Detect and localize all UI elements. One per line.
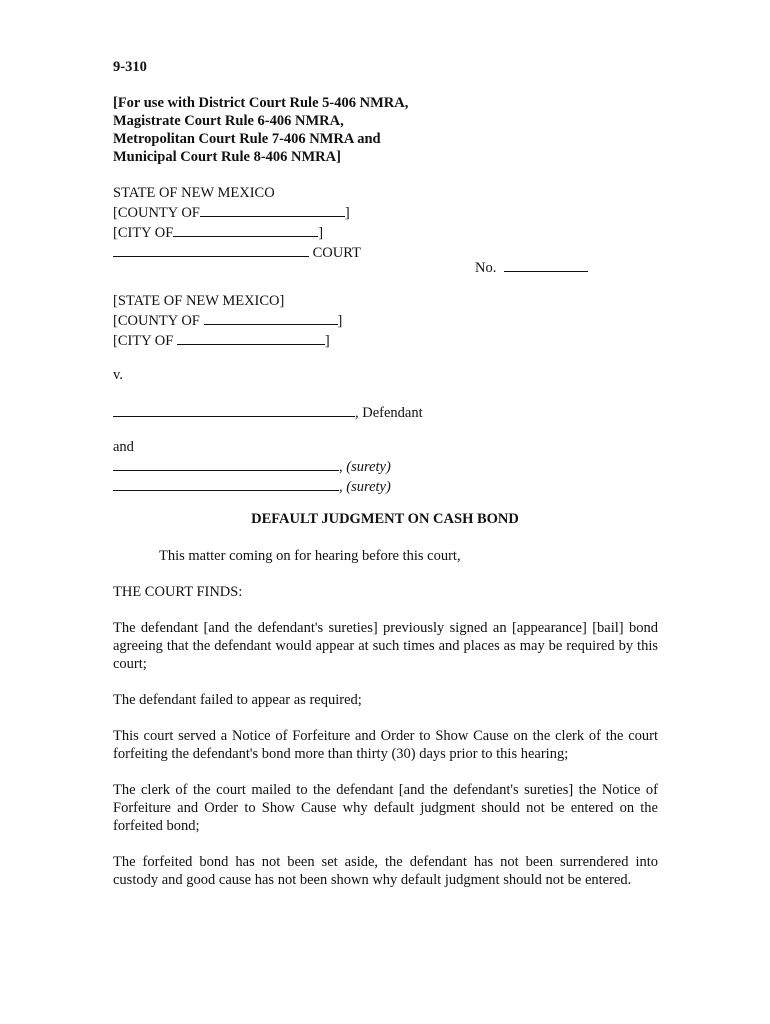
case-number-blank[interactable] xyxy=(504,257,588,272)
court-county-blank[interactable] xyxy=(200,202,345,217)
plaintiff-city-prefix: [CITY OF xyxy=(113,333,174,349)
rule-header-line: [For use with District Court Rule 5-406 NMRA, xyxy=(113,95,409,111)
finding-paragraph: This court served a Notice of Forfeiture and Order to Show Cause on the clerk of the court forfeiting the defendant's bond more than thirty (30) days prior to this hearing; xyxy=(113,728,658,762)
court-city-blank[interactable] xyxy=(173,222,318,237)
intro-text: This matter coming on for hearing before this court, xyxy=(159,548,461,564)
plaintiff-county-suffix: ] xyxy=(337,313,343,329)
plaintiff-state: [STATE OF NEW MEXICO] xyxy=(113,293,285,309)
and-label: and xyxy=(113,439,134,455)
rule-header xyxy=(113,94,408,166)
finding-paragraph: The forfeited bond has not been set aside, the defendant has not been surrendered into custody and good cause has not been shown why default judgment should not be entered. xyxy=(113,854,658,888)
finding-paragraph: The clerk of the court mailed to the defendant [and the defendant's sureties] the Notice of Forfeiture and Order to Show Cause why default judgment should not be entered on the forfeited bond; xyxy=(113,782,658,834)
court-county-suffix: ] xyxy=(344,205,350,221)
court-name-blank[interactable] xyxy=(113,242,309,257)
surety-suffix: , (surety) xyxy=(339,479,391,495)
plaintiff-block xyxy=(113,292,342,350)
document-title: DEFAULT JUDGMENT ON CASH BOND xyxy=(251,511,519,527)
form-number: 9-310 xyxy=(113,59,147,75)
plaintiff-county-row xyxy=(113,310,342,330)
court-name-row xyxy=(113,242,361,262)
plaintiff-county-blank[interactable] xyxy=(204,310,338,325)
findings-heading: THE COURT FINDS: xyxy=(113,584,243,600)
surety-blank[interactable] xyxy=(113,456,339,471)
plaintiff-county-prefix: [COUNTY OF xyxy=(113,313,200,329)
finding-paragraph: The defendant [and the defendant's sureties] previously signed an [appearance] [bail] bond agreeing that the defendant would appear at such times and places as may be required by this court; xyxy=(113,620,658,672)
defendant-row xyxy=(113,402,423,422)
court-city-suffix: ] xyxy=(318,225,324,241)
court-county-prefix: [COUNTY OF xyxy=(113,205,200,221)
court-city-row xyxy=(113,222,361,242)
case-number-row xyxy=(475,257,588,277)
surety-block xyxy=(113,456,391,496)
finding-paragraph: The defendant failed to appear as required; xyxy=(113,692,362,708)
rule-header-line: Municipal Court Rule 8-406 NMRA] xyxy=(113,149,341,165)
court-city-prefix: [CITY OF xyxy=(113,225,174,241)
plaintiff-city-suffix: ] xyxy=(324,333,330,349)
case-number-label: No. xyxy=(475,260,497,276)
rule-header-line: Metropolitan Court Rule 7-406 NMRA and xyxy=(113,131,381,147)
court-county-row xyxy=(113,202,361,222)
surety-blank[interactable] xyxy=(113,476,339,491)
surety-row xyxy=(113,456,391,476)
versus-label: v. xyxy=(113,367,123,383)
plaintiff-city-blank[interactable] xyxy=(177,330,325,345)
surety-row xyxy=(113,476,391,496)
rule-header-line: Magistrate Court Rule 6-406 NMRA, xyxy=(113,113,344,129)
defendant-blank[interactable] xyxy=(113,402,355,417)
court-block xyxy=(113,184,361,262)
court-suffix: COURT xyxy=(309,245,361,261)
defendant-suffix: , Defendant xyxy=(355,405,423,421)
plaintiff-city-row xyxy=(113,330,342,350)
court-state: STATE OF NEW MEXICO xyxy=(113,185,275,201)
surety-suffix: , (surety) xyxy=(339,459,391,475)
